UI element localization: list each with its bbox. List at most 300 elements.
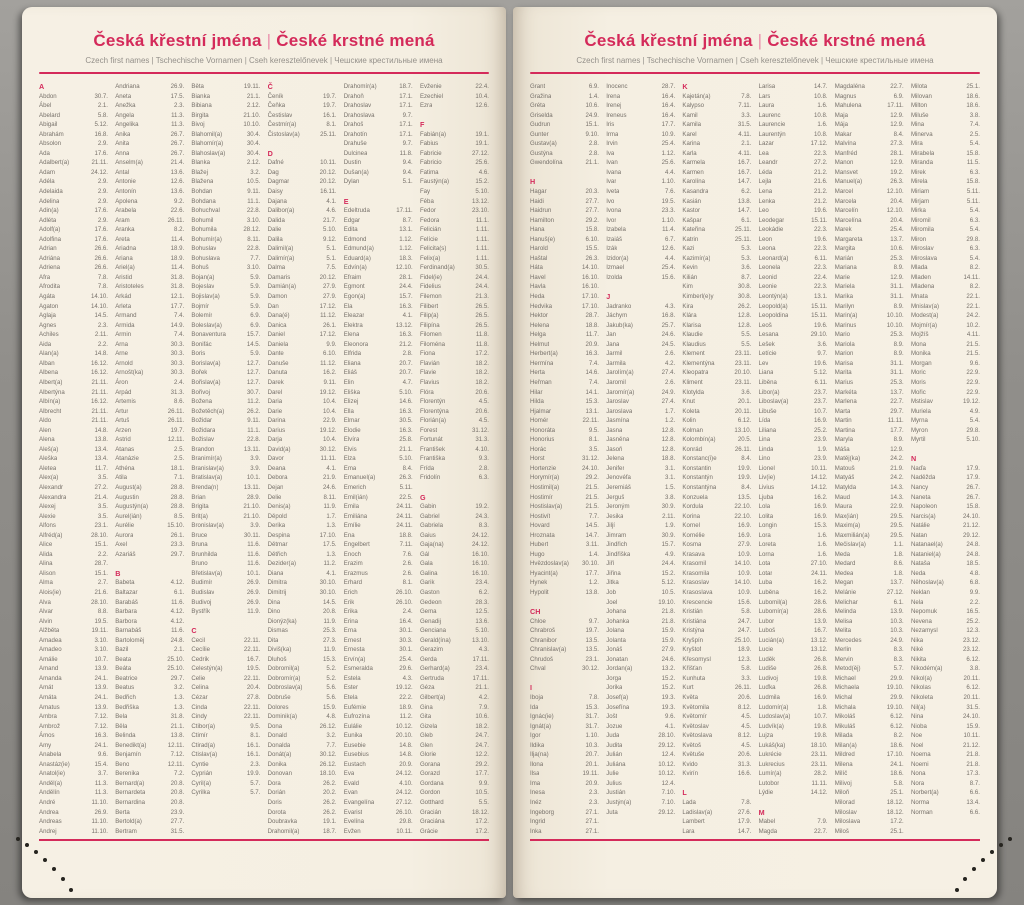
name-entry xyxy=(420,416,489,426)
name-entry xyxy=(606,130,675,140)
name-day-date: 14.7. xyxy=(737,207,752,215)
name-day-date: 17.2. xyxy=(890,818,904,826)
name-entry xyxy=(606,435,675,445)
name-day-date: 24.5. xyxy=(661,340,676,348)
name-entry xyxy=(115,817,184,827)
name-entry xyxy=(420,808,489,818)
name-entry xyxy=(39,407,108,417)
given-name: Ludoslav(a) xyxy=(758,713,791,721)
given-name: Luba xyxy=(758,579,773,587)
name-day-date: 20.6. xyxy=(737,694,752,701)
name-day-date: 17.11. xyxy=(472,655,489,663)
given-name: Agnes xyxy=(39,321,57,329)
given-name: Izolda xyxy=(606,273,623,281)
name-day-date: 27.7. xyxy=(585,207,599,215)
name-day-date: 4.3. xyxy=(402,674,413,682)
name-entry xyxy=(268,703,337,713)
name-entry xyxy=(911,760,980,770)
name-entry xyxy=(530,82,599,92)
name-day-date: 14.7. xyxy=(814,83,828,90)
name-day-date: 10.4. xyxy=(323,436,337,444)
name-entry xyxy=(420,464,489,474)
name-entry xyxy=(911,521,980,531)
given-name: Muriela xyxy=(910,407,931,415)
name-entry xyxy=(420,578,489,588)
given-name: Alen xyxy=(39,426,52,434)
name-day-date: 9.7. xyxy=(588,617,599,625)
given-name: Mnislav(a) xyxy=(910,302,940,310)
name-entry xyxy=(115,502,184,512)
name-entry xyxy=(530,588,599,598)
given-name: Ariana xyxy=(115,254,133,262)
name-column xyxy=(911,82,980,836)
given-name: Leontýn(a) xyxy=(758,293,788,301)
name-day-date: 10.7. xyxy=(94,655,108,663)
given-name: Marlena xyxy=(834,398,857,406)
name-day-date: 9.9. xyxy=(326,340,337,348)
given-name: Berenika xyxy=(115,770,140,778)
given-name: Fridolín xyxy=(419,474,441,482)
given-name: Ludmila xyxy=(758,694,780,701)
name-entry xyxy=(911,206,980,216)
name-entry xyxy=(39,598,108,608)
spacer-row xyxy=(344,187,413,197)
columns xyxy=(513,80,997,836)
given-name: Krasomila xyxy=(682,569,710,577)
name-day-date: 13.12. xyxy=(471,197,489,205)
name-entry xyxy=(530,292,599,302)
name-entry xyxy=(759,168,828,178)
name-entry xyxy=(682,254,751,264)
section-letter: A xyxy=(39,82,45,91)
name-day-date: 22.6. xyxy=(170,207,185,215)
name-day-date: 1.4. xyxy=(588,92,599,100)
name-entry xyxy=(115,177,184,187)
name-entry xyxy=(344,531,413,541)
name-day-date: 15.11. xyxy=(811,312,828,320)
columns xyxy=(22,80,506,836)
given-name: Norma xyxy=(910,799,930,807)
name-entry xyxy=(835,397,904,407)
name-day-date: 8.4. xyxy=(893,130,904,138)
name-entry xyxy=(344,225,413,235)
name-day-date: 14.5. xyxy=(585,522,599,530)
name-day-date: 15.3. xyxy=(585,398,599,406)
given-name: Jošt xyxy=(606,713,618,721)
given-name: Amát xyxy=(39,684,54,692)
given-name: Nil(a) xyxy=(910,703,926,711)
given-name: Kateřina xyxy=(682,226,706,234)
name-entry xyxy=(530,454,599,464)
given-name: Leokádie xyxy=(758,226,784,234)
name-entry xyxy=(606,407,675,417)
given-name: Lešek xyxy=(758,340,775,348)
name-entry xyxy=(606,330,675,340)
name-entry xyxy=(835,254,904,264)
section-letter: C xyxy=(191,626,197,636)
name-column xyxy=(530,82,599,836)
given-name: Magnus xyxy=(834,92,857,100)
name-day-date: 2.2. xyxy=(97,340,108,348)
given-name: Natálie xyxy=(910,522,930,530)
given-name: Irena xyxy=(606,92,621,100)
name-entry xyxy=(420,512,489,522)
given-name: Bohuš xyxy=(191,264,209,272)
given-name: Arpád xyxy=(115,388,132,396)
name-day-date: 29.8. xyxy=(966,235,980,243)
given-name: Milovan xyxy=(910,92,932,100)
name-entry xyxy=(911,493,980,503)
name-entry xyxy=(530,493,599,503)
name-day-date: 11.4. xyxy=(171,235,185,243)
name-day-date: 8.9. xyxy=(893,302,904,310)
name-entry xyxy=(344,349,413,359)
name-entry xyxy=(268,521,337,531)
name-entry xyxy=(530,626,599,636)
given-name: Filomen xyxy=(419,331,442,339)
name-day-date: 24.6. xyxy=(661,655,676,663)
name-entry xyxy=(682,502,751,512)
name-entry xyxy=(835,664,904,674)
name-day-date: 26.9. xyxy=(170,83,185,90)
stitch-dot xyxy=(43,858,47,862)
name-day-date: 19.7. xyxy=(323,92,337,100)
given-name: Elektra xyxy=(343,321,363,329)
name-day-date: 18.2. xyxy=(475,369,489,377)
name-day-date: 23.7. xyxy=(814,398,828,406)
given-name: Horymír(a) xyxy=(530,474,560,482)
given-name: Konstanc(i)e xyxy=(682,455,717,463)
name-day-date: 5.8. xyxy=(893,779,904,787)
name-entry xyxy=(835,769,904,779)
given-name: Drahoslav xyxy=(343,102,372,110)
name-day-date: 7.2. xyxy=(174,770,185,778)
name-entry xyxy=(606,703,675,713)
name-entry xyxy=(835,464,904,474)
name-entry xyxy=(115,321,184,331)
name-day-date: 2.11. xyxy=(94,331,108,339)
name-entry xyxy=(530,187,599,197)
name-entry xyxy=(835,282,904,292)
given-name: Dagmar xyxy=(267,178,290,186)
name-day-date: 7.4. xyxy=(174,331,185,339)
name-day-date: 19.6. xyxy=(814,359,828,367)
given-name: Inocenc xyxy=(606,83,628,90)
name-day-date: 16.10. xyxy=(582,283,599,291)
given-name: Genadij xyxy=(419,617,441,625)
name-entry xyxy=(268,683,337,693)
name-day-date: 30.8. xyxy=(737,283,752,291)
given-name: Barnabáš xyxy=(115,627,142,635)
given-name: Inka xyxy=(530,827,542,835)
name-entry xyxy=(115,636,184,646)
name-day-date: 19.12. xyxy=(319,426,337,434)
name-entry xyxy=(420,626,489,636)
name-entry xyxy=(39,750,108,760)
given-name: Gizela xyxy=(419,722,438,730)
name-entry xyxy=(420,588,489,598)
name-day-date: 4.8. xyxy=(326,713,337,721)
name-entry xyxy=(759,769,828,779)
name-day-date: 5.4. xyxy=(969,207,980,215)
given-name: Květoslava xyxy=(682,732,713,740)
given-name: Ivo xyxy=(606,197,615,205)
name-day-date: 29.8. xyxy=(399,818,413,826)
name-day-date: 3.10. xyxy=(246,216,261,224)
name-day-date: 29.9. xyxy=(890,694,904,701)
given-name: Jenovéfa xyxy=(606,474,631,482)
name-entry xyxy=(39,244,108,254)
name-entry xyxy=(420,569,489,579)
name-day-date: 17.10. xyxy=(582,293,599,301)
given-name: Kilián xyxy=(682,273,698,281)
given-name: Ljuba xyxy=(758,493,774,501)
given-name: Emílie xyxy=(343,522,361,530)
given-name: Filoména xyxy=(419,340,445,348)
given-name: Erazim xyxy=(343,560,363,568)
name-entry xyxy=(420,817,489,827)
name-day-date: 22.3. xyxy=(814,149,828,157)
given-name: Debora xyxy=(267,474,288,482)
name-day-date: 13.5. xyxy=(585,646,599,654)
spacer-row xyxy=(268,139,337,149)
name-entry xyxy=(268,664,337,674)
given-name: Haidrun xyxy=(530,207,552,215)
name-day-date: 2.9. xyxy=(97,216,108,224)
given-name: Leon xyxy=(758,235,773,243)
given-name: Gorana xyxy=(419,760,441,768)
name-day-date: 7.6. xyxy=(665,188,676,196)
name-entry xyxy=(268,779,337,789)
name-entry xyxy=(606,750,675,760)
name-day-date: 4.11. xyxy=(738,149,752,157)
name-entry xyxy=(911,340,980,350)
name-day-date: 19.11. xyxy=(243,83,261,90)
name-entry xyxy=(268,798,337,808)
name-entry xyxy=(420,664,489,674)
name-entry xyxy=(911,655,980,665)
given-name: Kristián xyxy=(682,608,703,616)
given-name: Kosma xyxy=(682,541,702,549)
name-entry xyxy=(268,263,337,273)
given-name: Bohumír(a) xyxy=(191,235,222,243)
name-day-date: 18.12. xyxy=(886,799,904,807)
name-day-date: 7.8. xyxy=(588,694,599,701)
name-entry xyxy=(420,397,489,407)
name-entry xyxy=(682,282,751,292)
name-day-date: 5.5. xyxy=(741,340,752,348)
given-name: Nikol(a) xyxy=(910,674,932,682)
name-day-date: 25.11. xyxy=(320,130,337,138)
name-day-date: 15.1. xyxy=(94,541,108,549)
name-day-date: 20.1. xyxy=(585,760,599,768)
name-entry xyxy=(682,683,751,693)
given-name: Jakub(ka) xyxy=(606,321,633,329)
given-name: Athéna xyxy=(115,464,135,472)
name-day-date: 6.1. xyxy=(893,598,904,606)
name-day-date: 1.12. xyxy=(399,245,413,253)
name-entry xyxy=(835,149,904,159)
name-day-date: 22.9. xyxy=(966,378,980,386)
given-name: Laurenc xyxy=(758,111,781,119)
name-entry xyxy=(682,302,751,312)
name-entry xyxy=(835,760,904,770)
given-name: Derika xyxy=(267,522,286,530)
name-entry xyxy=(39,130,108,140)
name-day-date: 22.7. xyxy=(890,83,904,90)
name-day-date: 10.5. xyxy=(475,789,489,797)
name-entry xyxy=(530,664,599,674)
name-entry xyxy=(268,330,337,340)
name-entry xyxy=(530,750,599,760)
name-entry xyxy=(115,655,184,665)
given-name: Arnošt(ka) xyxy=(115,369,144,377)
name-day-date: 6.11. xyxy=(814,378,828,386)
given-name: Cecil xyxy=(191,636,205,644)
name-day-date: 9.6. xyxy=(665,713,676,721)
name-entry xyxy=(39,368,108,378)
name-column xyxy=(759,82,828,836)
given-name: Ingeborg xyxy=(530,808,555,816)
name-day-date: 31.1. xyxy=(890,283,904,291)
given-name: Kasandra xyxy=(682,188,709,196)
name-day-date: 21.12. xyxy=(962,741,980,749)
name-entry xyxy=(835,292,904,302)
given-name: Liana xyxy=(758,369,774,377)
name-entry xyxy=(39,225,108,235)
name-entry xyxy=(759,426,828,436)
given-name: Donika xyxy=(267,760,287,768)
name-day-date: 15.2. xyxy=(661,569,676,577)
given-name: Jiřina xyxy=(606,569,621,577)
given-name: Kašpar xyxy=(682,216,702,224)
name-day-date: 28.9. xyxy=(246,493,261,501)
name-entry xyxy=(191,120,260,130)
given-name: Drahotín xyxy=(343,130,368,138)
given-name: Ingrid xyxy=(530,818,546,826)
name-day-date: 11.3. xyxy=(94,779,108,787)
name-day-date: 24.2. xyxy=(966,312,980,320)
name-entry xyxy=(39,731,108,741)
given-name: Norman xyxy=(910,808,933,816)
given-name: Niké xyxy=(910,646,924,654)
name-day-date: 7.10. xyxy=(661,789,676,797)
given-name: Anatol(ie) xyxy=(39,770,66,778)
name-entry xyxy=(835,302,904,312)
name-entry xyxy=(268,244,337,254)
name-day-date: 13.8. xyxy=(737,197,752,205)
given-name: Konstantýna xyxy=(682,483,717,491)
name-entry xyxy=(115,454,184,464)
name-day-date: 4.6. xyxy=(478,168,489,176)
name-day-date: 4.3. xyxy=(665,302,676,310)
given-name: Gerald(ína) xyxy=(419,636,451,644)
given-name: Marita xyxy=(834,369,852,377)
given-name: Fidelius xyxy=(419,283,441,291)
given-name: Bohdana xyxy=(191,197,216,205)
name-day-date: 24.4. xyxy=(661,560,676,568)
name-entry xyxy=(191,321,260,331)
name-day-date: 12.5. xyxy=(475,608,489,616)
name-day-date: 15.10. xyxy=(167,522,185,530)
name-day-date: 5.7. xyxy=(250,779,261,787)
name-day-date: 20.11. xyxy=(963,694,980,701)
given-name: Léda xyxy=(758,168,773,176)
name-day-date: 10.4. xyxy=(323,407,337,415)
given-name: Dag xyxy=(267,168,279,176)
name-day-date: 30.12. xyxy=(319,445,337,453)
header-rule xyxy=(530,72,980,74)
name-entry xyxy=(606,578,675,588)
page-subtitle: Czech first names | Tschechische Vornamen | Cseh keresztelőnevek | Чешские крестильные имена xyxy=(576,56,934,65)
name-entry xyxy=(191,636,260,646)
name-day-date: 2.11. xyxy=(662,512,676,520)
given-name: Cyntie xyxy=(191,760,209,768)
name-day-date: 13.11. xyxy=(243,483,261,491)
name-entry xyxy=(606,655,675,665)
name-day-date: 5.6. xyxy=(326,694,337,701)
name-entry xyxy=(835,225,904,235)
given-name: Ernesta xyxy=(343,646,365,654)
name-day-date: 26.6. xyxy=(94,264,108,272)
name-entry xyxy=(191,578,260,588)
given-name: Gabriel xyxy=(419,512,440,520)
name-day-date: 2.12. xyxy=(246,159,261,167)
given-name: Lota xyxy=(758,560,771,568)
given-name: Hektor xyxy=(530,312,548,320)
name-day-date: 22.8. xyxy=(246,245,261,253)
name-entry xyxy=(344,617,413,627)
name-day-date: 14.1. xyxy=(585,388,599,396)
name-day-date: 22.4. xyxy=(475,83,489,90)
name-day-date: 17.6. xyxy=(94,226,108,234)
name-day-date: 23.10. xyxy=(471,207,489,215)
title-slovak: České krstné mená xyxy=(767,31,926,50)
name-entry xyxy=(759,779,828,789)
name-day-date: 12.9. xyxy=(890,159,904,167)
name-entry xyxy=(420,559,489,569)
name-day-date: 1.11. xyxy=(475,245,489,253)
given-name: Liboslav(a) xyxy=(758,398,789,406)
name-day-date: 4.1. xyxy=(326,569,337,577)
name-day-date: 14.12. xyxy=(810,483,828,491)
given-name: Irvin xyxy=(606,140,618,148)
name-day-date: 5.7. xyxy=(250,789,261,797)
name-day-date: 28.3. xyxy=(475,598,489,606)
name-entry xyxy=(759,454,828,464)
given-name: Ervín(a) xyxy=(343,655,366,663)
given-name: Ivar xyxy=(606,178,617,186)
name-day-date: 17.12. xyxy=(810,140,828,148)
name-entry xyxy=(835,330,904,340)
name-day-date: 4.5. xyxy=(741,741,752,749)
given-name: Eufémie xyxy=(343,703,367,711)
given-name: Marilyn xyxy=(834,302,855,310)
name-day-date: 17.12. xyxy=(319,331,337,339)
name-day-date: 20.10. xyxy=(395,732,413,740)
name-entry xyxy=(191,235,260,245)
given-name: Axel xyxy=(115,541,128,549)
given-name: Gwendolína xyxy=(530,159,563,167)
given-name: Michaela xyxy=(834,684,860,692)
name-entry xyxy=(420,731,489,741)
stitch-dot xyxy=(69,888,73,892)
given-name: Hroznata xyxy=(530,531,555,539)
name-day-date: 18.1. xyxy=(170,464,185,472)
name-entry xyxy=(682,368,751,378)
name-entry xyxy=(911,187,980,197)
given-name: Lesana xyxy=(758,331,779,339)
